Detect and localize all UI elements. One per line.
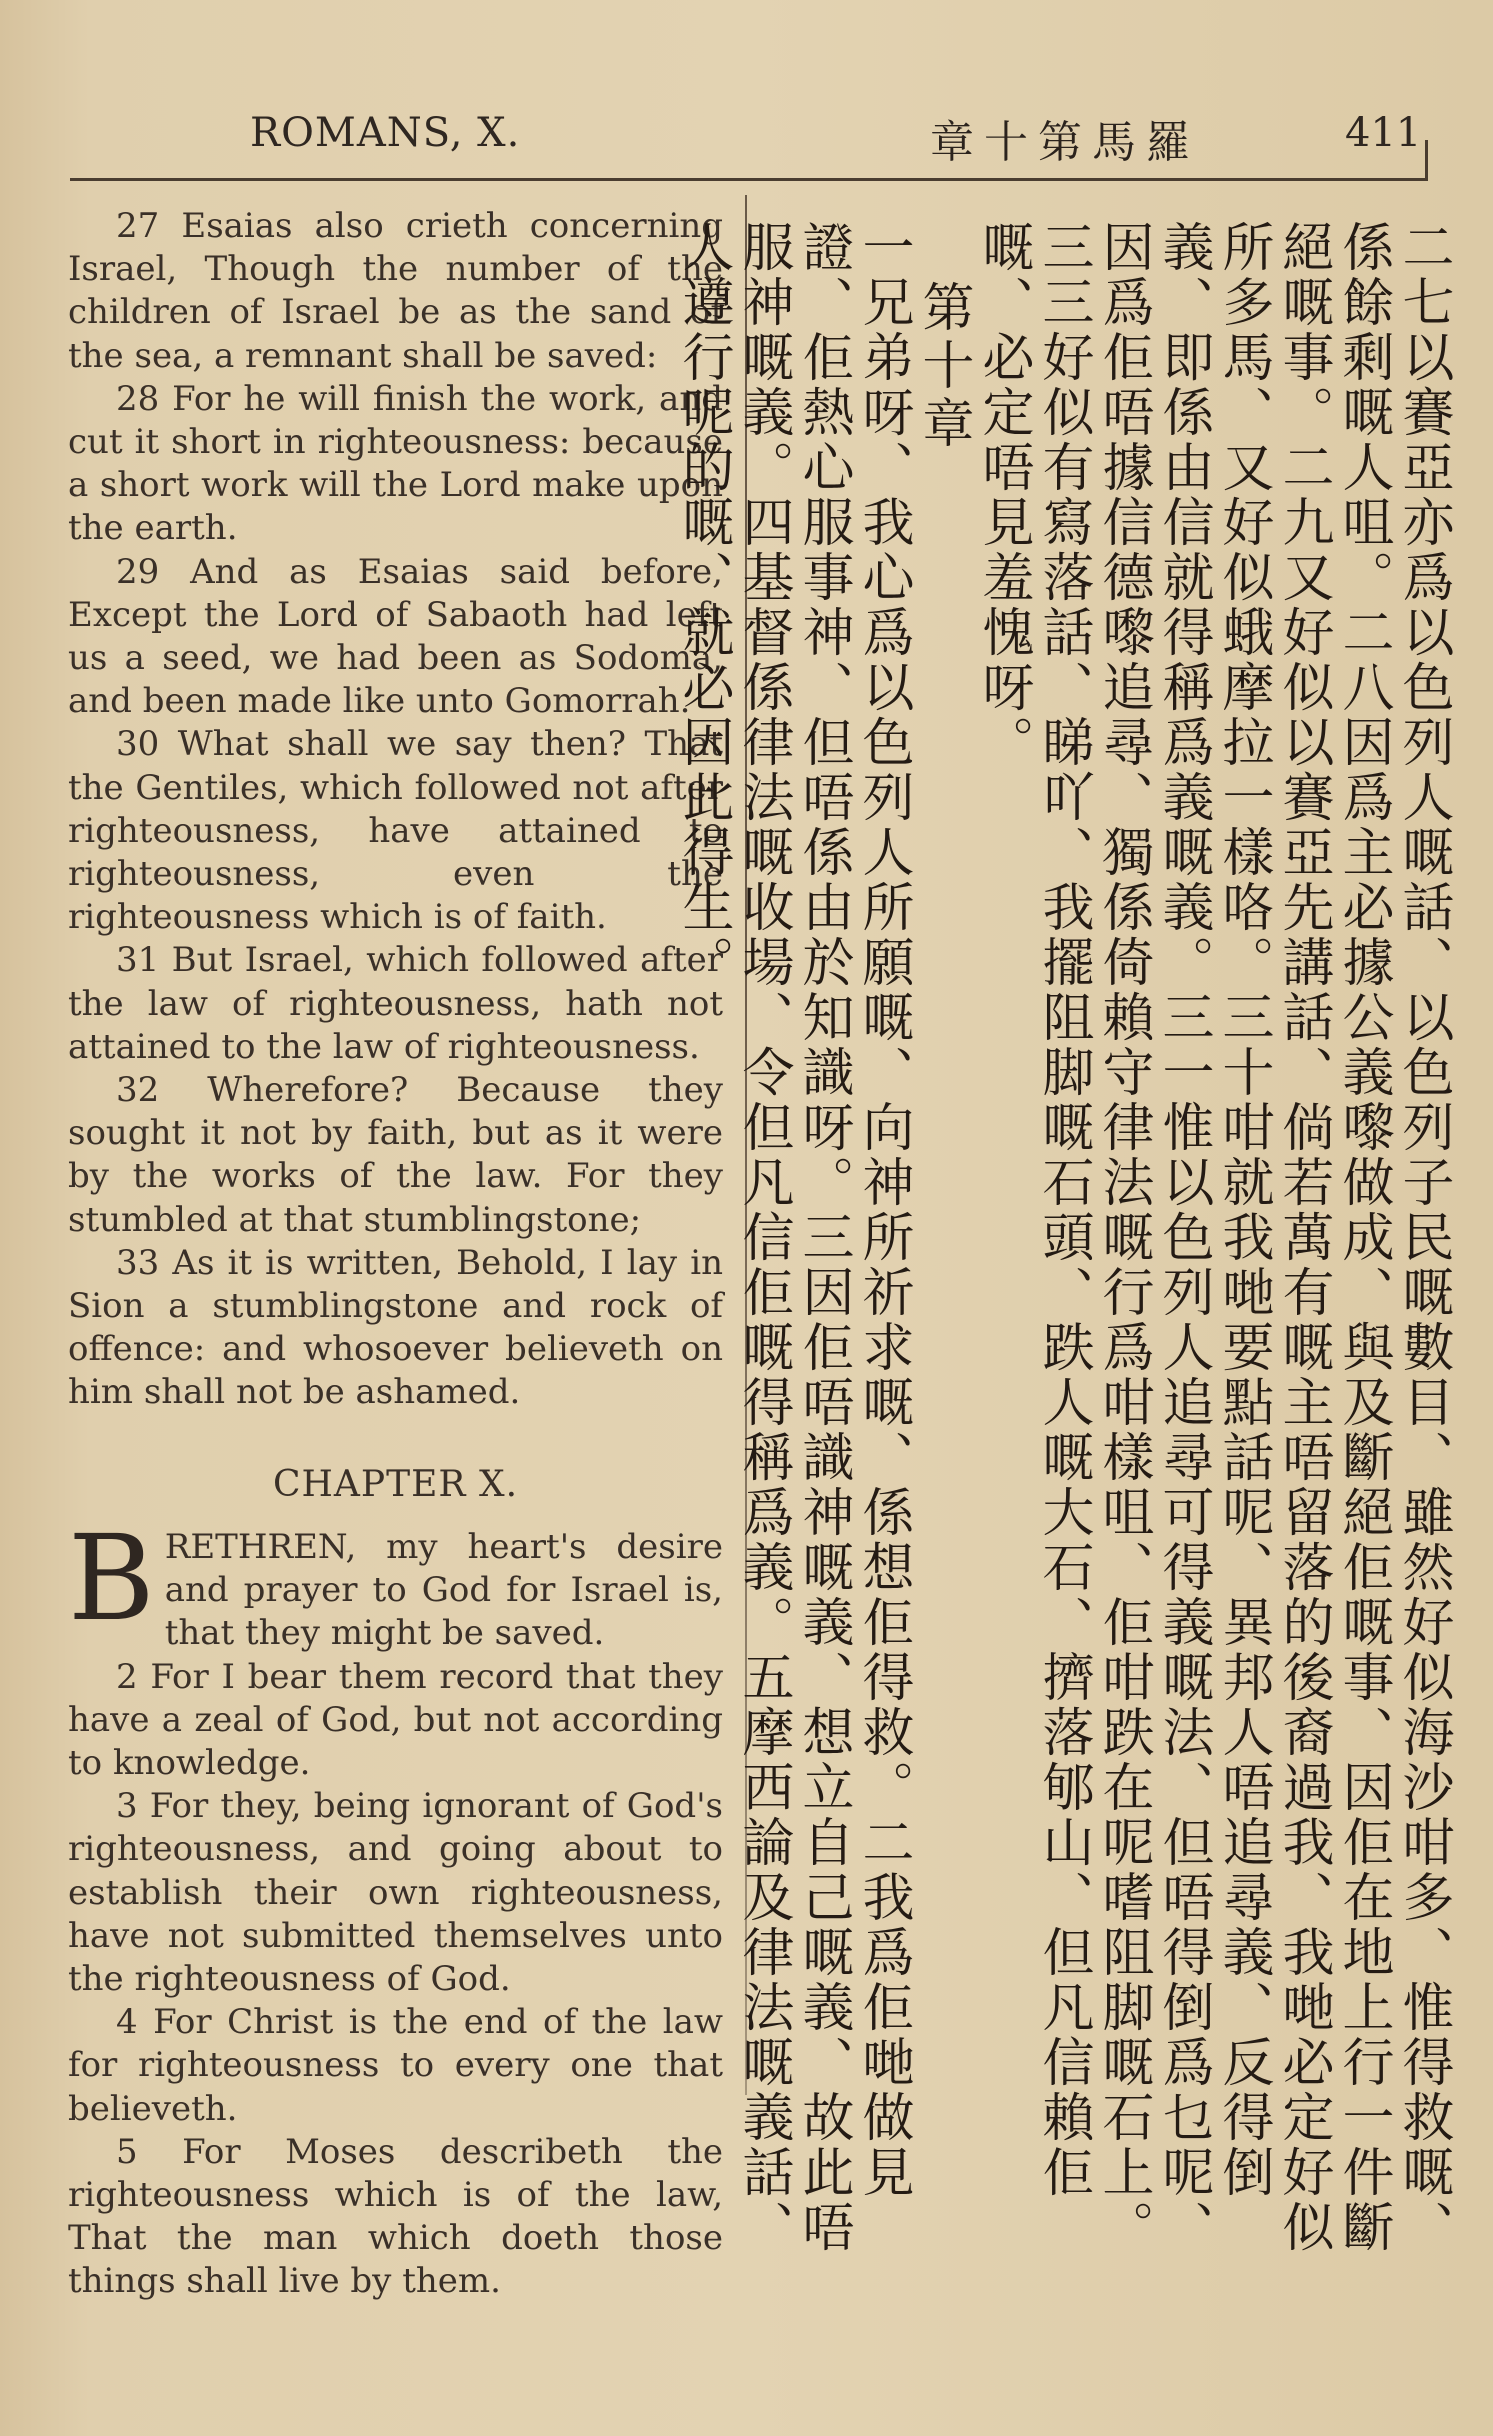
chapter-heading: CHAPTER X. bbox=[272, 1463, 519, 1505]
header-rule bbox=[70, 178, 1425, 181]
chinese-column bbox=[673, 220, 1453, 2320]
verse-9-31: 31 But Israel, which followed after the law of righteousness, hath not attained to the law of righteousness. bbox=[68, 940, 723, 1067]
verse-9-29: 29 And as Esaias said before, Except the Lord of Sabaoth had left us a seed, we had been as Sodoma, and been made like unto Gomorrah. bbox=[68, 551, 723, 722]
running-header bbox=[0, 100, 1493, 180]
header-english-title: ROMANS, X. bbox=[250, 110, 521, 156]
chinese-vertical-text bbox=[673, 220, 1453, 2300]
verse-9-28: 28 For he will finish the work, and cut it short in righteousness: because a short work will the Lord make upon the earth. bbox=[68, 378, 723, 549]
verse-10-2: 2 For I bear them record that they have a zeal of God, but not according to knowledge. bbox=[68, 1656, 723, 1783]
verse-9-33: 33 As it is written, Behold, I lay in Sion a stumblingstone and rock of offence: and whosoever believeth on him shall not be ashamed. bbox=[68, 1242, 723, 1413]
chinese-chapter-heading: 第十章 bbox=[913, 280, 973, 454]
verse-10-3: 3 For they, being ignorant of God's righteousness, and going about to establish their own righteousness, have not submitted themselves unto the righteousness of God. bbox=[68, 1786, 723, 1999]
header-rule-corner bbox=[1425, 140, 1428, 181]
verse-10-5: 5 For Moses describeth the righteousness which is of the law, That the man which doeth those things shall live by them. bbox=[68, 2131, 723, 2302]
chinese-ch10-verses: 一兄弟呀、我心爲以色列人所願嘅、向神所祈求嘅、係想佢得救。二我爲佢哋做見證、佢熱心服事神、但唔係由於知識呀。三因佢唔識神嘅義、想立自己嘅義、故此唔服神嘅義。四基督係律法嘅收場、令但凡信佢嘅得稱爲義。五摩西論及律法嘅義話、人遵行呢的嘅、就必因此得生。 bbox=[673, 220, 913, 2255]
verse-10-1 bbox=[68, 1508, 723, 1656]
verse-9-32: 32 Wherefore? Because they sought it not by faith, but as it were by the works of the law. For they stumbled at that stumblingstone; bbox=[68, 1070, 723, 1240]
drop-cap: B bbox=[68, 1508, 155, 1647]
verse-10-4: 4 For Christ is the end of the law for righteousness to every one that believeth. bbox=[68, 2002, 723, 2129]
page-number: 411 bbox=[1345, 110, 1422, 156]
verse-9-30: 30 What shall we say then? That the Gentiles, which followed not after righteousness, have attained to righteousness, even the righteousness which is of faith. bbox=[68, 724, 723, 938]
english-column bbox=[68, 205, 723, 2304]
chinese-ch9-verses: 二七以賽亞亦爲以色列人嘅話、以色列子民嘅數目、雖然好似海沙咁多、惟得救嘅、係餘剩嘅人咀。二八因爲主必據公義嚟做成、與及斷絕佢嘅事、因佢在地上行一件斷絕嘅事。二九又好似以賽亞先講話、倘若萬有嘅主唔留落的後裔過我、我哋必定好似所多馬、又好似蛾摩拉一樣咯。三十咁就我哋要點話呢、異邦人唔追尋義、反得倒義、即係由信就得稱爲義嘅義。三一惟以色列人追尋可得義嘅法、但唔得倒爲乜呢、因爲佢唔據信德嚟追尋、獨係倚賴守律法嘅行爲咁樣咀、佢咁跌在呢嗜阻脚嘅石上。三三好似有寫落話、睇吖、我擺阻脚嘅石頭、跌人嘅大石、擠落郇山、但凡信賴佢嘅、必定唔見羞愧呀。 bbox=[973, 220, 1453, 2255]
header-chinese-title: 章十第馬羅 bbox=[930, 117, 1200, 168]
verse-10-1-text: RETHREN, my heart's desire and prayer to God for Israel is, that they might be saved. bbox=[164, 1526, 723, 1654]
verse-9-27: 27 Esaias also crieth concerning Israel, Though the number of the children of Israel be as the sand of the sea, a remnant shall be saved: bbox=[68, 206, 723, 376]
